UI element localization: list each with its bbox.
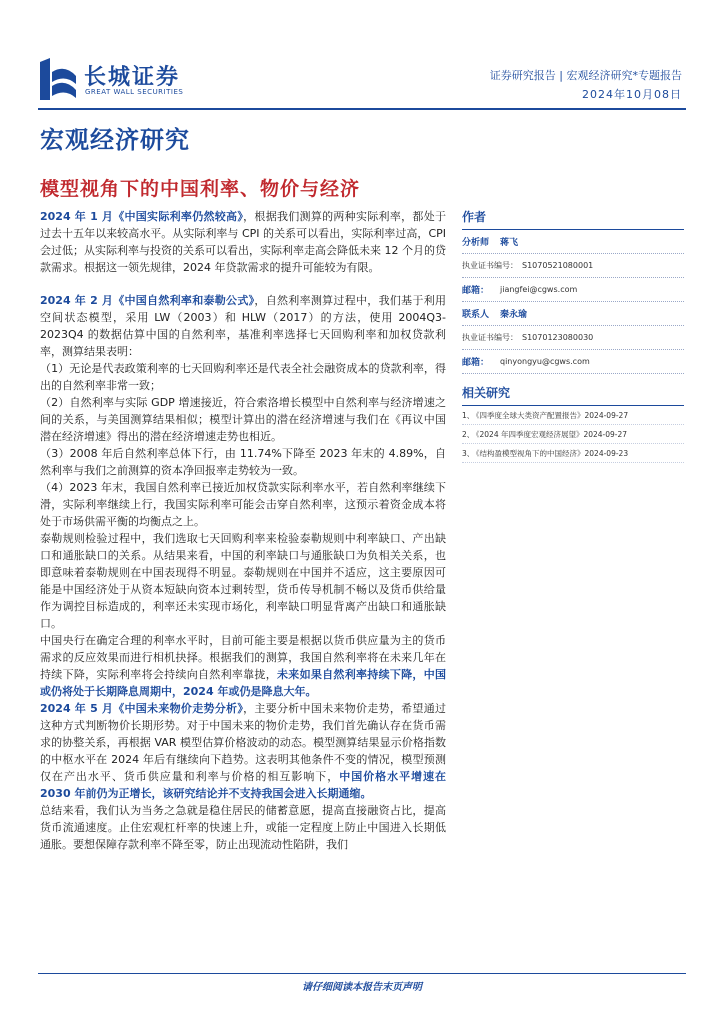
- paragraph-2: [40, 292, 446, 360]
- author-1-name: 蒋飞: [500, 238, 519, 248]
- paragraph-6: （4）2023 年末，我国自然利率已接近加权贷款实际利率水平，若自然利率继续下滑，实际利率继续上行，我国实际利率可能会击穿自然利率，这预示着资金成本将处于市场供需平衡的均衡点之上。: [40, 481, 446, 528]
- paragraph-8: [40, 632, 446, 700]
- company-logo: [38, 58, 238, 102]
- author-2-role: 联系人: [462, 310, 490, 320]
- email-label: 邮箱：: [462, 286, 490, 296]
- paragraph-10: 总结来看，我们认为当务之急就是稳住居民的储蓄意愿，提高直接融资占比，提高货币流通速度。止住宏观杠杆率的快速上升，或能一定程度上防止中国进入长期低通胀。要想保障存款利率不降至零，防止出现流动性陷阱，我们: [40, 804, 446, 851]
- related-item[interactable]: [462, 444, 684, 463]
- author-2-email[interactable]: qinyongyu@cgws.com: [500, 357, 590, 366]
- author-1-license: S1070521080001: [522, 261, 594, 270]
- related-item-number: 3、: [462, 448, 475, 458]
- paragraph-9-text: ，主要分析中国未来物价走势，希望通过这种方式判断物价长期形势。对于中国未来的物价走势，我们首先确认存在货币需求的协整关系，再根据 VAR 模型估算价格波动的动态。模型测算结果显示价格指数的中枢水平在 2024 年后有继续向下趋势。这表明其他条件不变的情况，模型预测仅在产出水平、货币供应量和利率与价格的相互影响下，: [40, 702, 446, 783]
- report-subtitle: 模型视角下的中国利率、物价与经济: [40, 178, 361, 200]
- author-2-license-row: [462, 326, 684, 350]
- report-date: 2024年10月08日: [582, 88, 682, 101]
- great-wall-logo-icon: [38, 58, 78, 100]
- paragraph-4: （2）自然利率与实际 GDP 增速接近，符合索洛增长模型中自然利率与经济增速之间的关系，与美国测算结果相似；模型计算出的潜在经济增速与我们在《再议中国潜在经济增速》得出的潜在经济增速走势也相近。: [40, 396, 446, 443]
- paragraph-9: [40, 700, 446, 802]
- author-2-row: [462, 302, 684, 326]
- related-item-text: 《2024 年四季度宏观经济展望》2024-09-27: [472, 429, 628, 439]
- authors-heading: 作者: [462, 208, 684, 230]
- paragraph-1-lead: 2024 年 1 月《中国实际利率仍然较高》: [40, 210, 244, 223]
- sidebar: [462, 208, 684, 463]
- related-item-text: 《四季度全球大类资产配置报告》2024-09-27: [472, 410, 629, 420]
- author-2-email-row: [462, 350, 684, 374]
- header-divider: [38, 108, 686, 110]
- paragraph-1: [40, 208, 446, 276]
- paragraph-9-lead: 2024 年 5 月《中国未来物价走势分析》: [40, 702, 244, 715]
- paragraph-2-text: ，自然利率测算过程中，我们基于利用空间状态模型，采用 LW（2003）和 HLW（2017）的方法，使用 2004Q3-2023Q4 的数据估算中国的自然利率，基准利率选择七天回购利率和加权贷款利率，测算结果表明：: [40, 294, 447, 358]
- paragraph-9-highlight: 中国价格水平增速在 2030 年前仍为正增长，该研究结论并不支持我国会进入长期通缩。: [40, 770, 447, 800]
- footer-divider: [38, 973, 686, 974]
- author-2-license: S1070123080030: [522, 333, 594, 342]
- paragraph-8-highlight: 未来如果自然利率持续下降，中国或仍将处于长期降息周期中，2024 年或仍是降息大年。: [40, 668, 446, 698]
- license-label: 执业证书编号：: [462, 261, 518, 270]
- author-1-license-row: [462, 254, 684, 278]
- related-item[interactable]: [462, 425, 684, 444]
- paragraph-1-text: ，根据我们测算的两种实际利率，都处于过去十五年以来较高水平。从实际利率与 CPI 的关系可以看出，实际利率过高，CPI 会过低；从实际利率与投资的关系可以看出，实际利率走高会降低未来 12 个月的贷款需求。根据这一领先规律，2024 年贷款需求的提升可能较为有限。: [40, 210, 446, 274]
- report-type: 证券研究报告 | 宏观经济研究*专题报告: [489, 69, 682, 82]
- footer-disclaimer: 请仔细阅读本报告末页声明: [302, 982, 422, 993]
- logo-text: 长城证券: [84, 64, 181, 90]
- email-label: 邮箱：: [462, 358, 490, 368]
- author-1-row: [462, 230, 684, 254]
- page-title: 宏观经济研究: [40, 125, 190, 154]
- report-header-info: [490, 66, 682, 104]
- paragraph-5: （3）2008 年后自然利率总体下行，由 11.74%下降至 2023 年末的 4.89%，自然利率与我们之前测算的资本净回报率走势较为一致。: [40, 447, 446, 477]
- paragraph-2-lead: 2024 年 2 月《中国自然利率和泰勒公式》: [40, 294, 255, 307]
- paragraph-8-text: 中国央行在确定合理的利率水平时，目前可能主要是根据以货币供应量为主的货币需求的反应效果而进行相机抉择。根据我们的测算，我国自然利率将在未来几年在持续下降，实际利率将会持续向自然利率靠拢，: [40, 634, 446, 681]
- related-item-number: 1、: [462, 410, 475, 420]
- related-item-number: 2、: [462, 429, 475, 439]
- related-research-heading: 相关研究: [462, 384, 684, 406]
- logo-english-text: GREAT WALL SECURITIES: [85, 88, 184, 96]
- paragraph-7: 泰勒规则检验过程中，我们选取七天回购利率来检验泰勒规则中利率缺口、产出缺口和通胀缺口的关系。从结果来看，中国的利率缺口与通胀缺口为负相关关系，也即意味着泰勒规则在中国表现得不明显。泰勒规则在中国并不适应，这主要原因可能是中国经济处于从资本短缺向资本过剩转型，货币传导机制不畅以及货币供给量作为调控目标造成的，利率还未实现市场化，利率缺口明显背离产出缺口和通胀缺口。: [40, 532, 446, 630]
- author-1-email-row: [462, 278, 684, 302]
- license-label: 执业证书编号：: [462, 333, 518, 342]
- author-1-email[interactable]: jiangfei@cgws.com: [500, 285, 578, 294]
- report-body: [40, 208, 446, 853]
- related-item[interactable]: [462, 406, 684, 425]
- paragraph-3: （1）无论是代表政策利率的七天回购利率还是代表全社会融资成本的贷款利率，得出的自然利率非常一致；: [40, 362, 446, 392]
- related-item-text: 《结构盈模型视角下的中国经济》2024-09-23: [472, 448, 629, 458]
- author-2-name: 秦永瑜: [500, 310, 528, 320]
- author-1-role: 分析师: [462, 238, 490, 248]
